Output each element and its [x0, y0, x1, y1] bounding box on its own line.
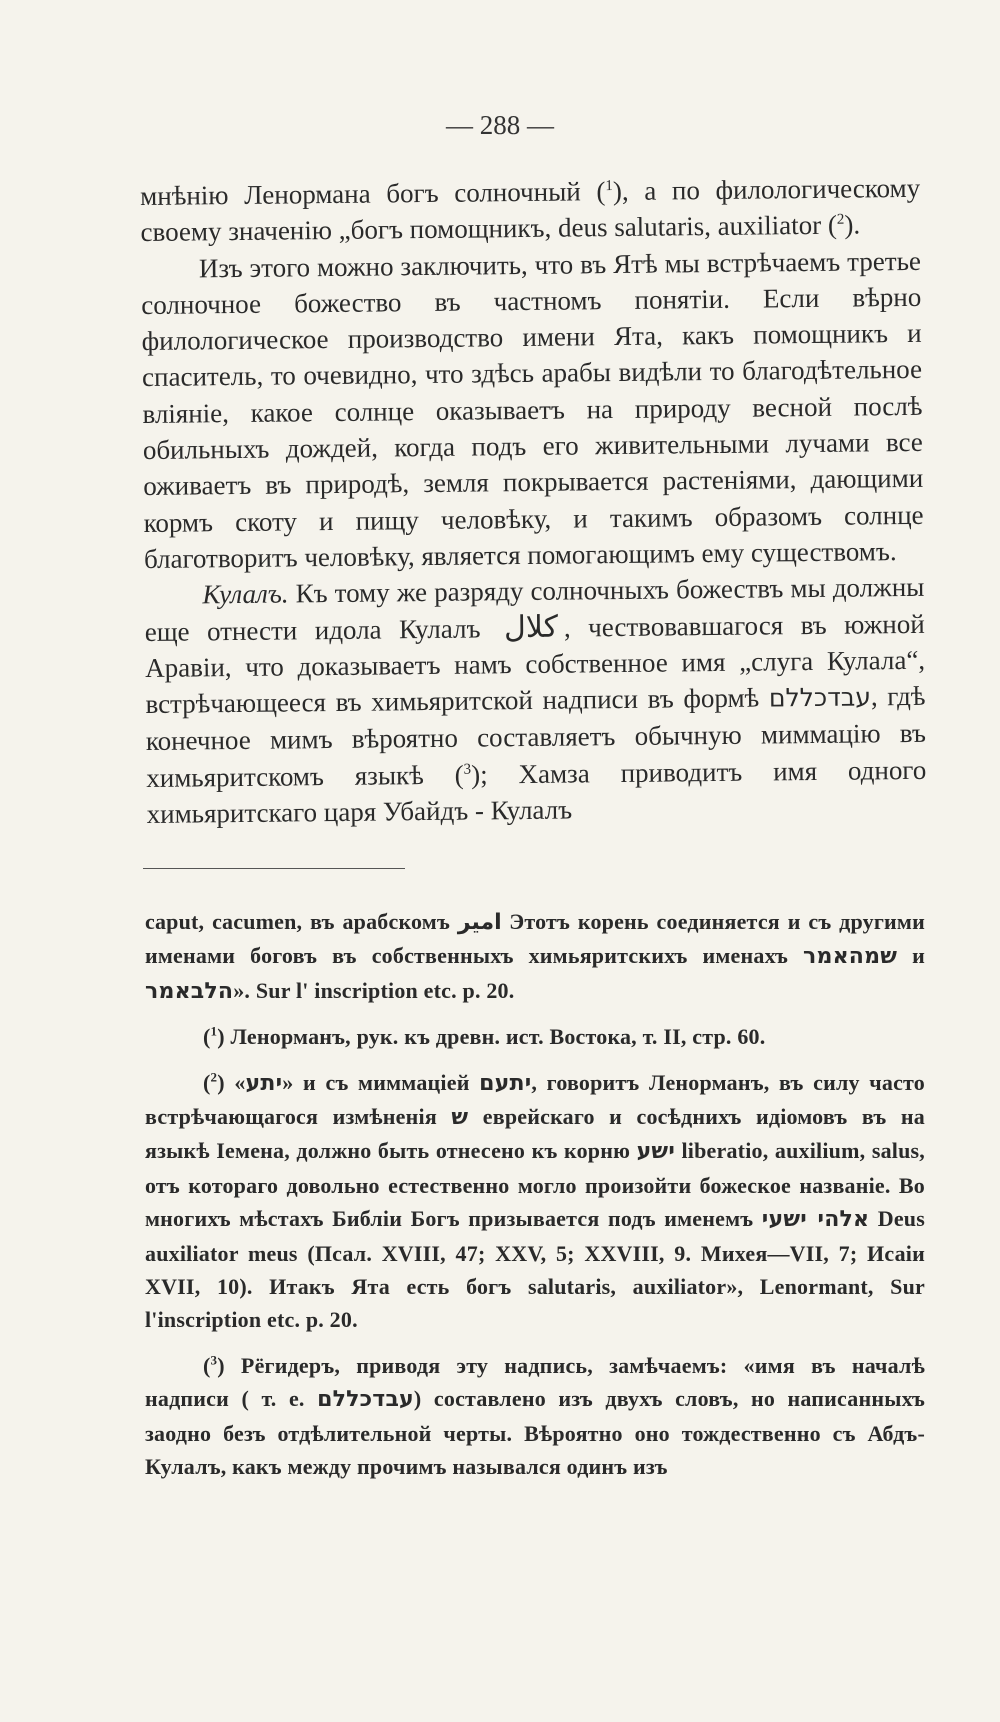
text-run: caput, cacumen, въ арабскомъ	[145, 909, 458, 934]
text-run: и	[897, 943, 925, 969]
page-number: — 288 —	[446, 110, 554, 140]
section-heading-kulal: Кулалъ.	[202, 578, 289, 610]
text-run: Къ тому же разряду солночныхъ божествъ мы должны еще отнести идола Кулалъ	[144, 572, 925, 647]
text-run: liberatio, auxilium, salus, отъ котораго довольно естественно могло произойти божеское названіе. Во многихъ мѣстахъ Библіи Богъ призывается подъ именемъ	[145, 1138, 925, 1232]
main-text	[140, 170, 927, 832]
footnote-divider	[143, 868, 405, 869]
text-run: , гдѣ конечное мимъ вѣроятно составляетъ обычную миммацію въ химьяритскомъ языкѣ (	[145, 680, 927, 793]
text-run: Deus auxiliator meus (Псал. XVIII, 47; XXV, 5; XXVIII, 9. Михея—VII, 7; Исаіи XVII, 10). Итакъ Ята есть богъ salutaris, auxiliator», Lenormant, Sur l'inscription etc. p. 20.	[145, 1206, 926, 1333]
footnote-ref-2[interactable]: 2	[836, 211, 845, 229]
paragraph-3	[144, 569, 927, 832]
text-run: » и съ миммаціей	[282, 1069, 480, 1095]
text-run: , говоритъ Ленорманъ, въ силу часто встрѣчающагося измѣненія	[145, 1069, 925, 1130]
hebrew-letter: ש	[451, 1105, 469, 1131]
text-run: ) Рёгидеръ, приводя эту надпись, замѣчаемъ: «имя въ началѣ надписи ( т. е.	[145, 1352, 925, 1412]
hebrew-phrase: אלהי ישעי	[761, 1207, 870, 1233]
text-run: Этотъ корень соединяется и съ другими именами боговъ въ собственныхъ химьяритскихъ именахъ	[145, 909, 925, 969]
hebrew-word: הלבאמר	[145, 978, 234, 1004]
footnote-1: ($^1$) Ленорманъ, рук. къ древн. ист. Востока, т. II, стр. 60.	[203, 1023, 766, 1050]
text-run: мнѣнію Ленормана богъ солночный (	[140, 176, 606, 211]
footnote-3: ($^3$) Рёгидеръ, приводя эту надпись, замѣчаемъ: «имя въ началѣ надписи ( т. е. עבדכללם) составлено изъ двухъ словъ, но написанныхъ заодно безъ отдѣлительной черты. Вѣроятно оно тождественно съ Абдъ-Кулалъ, какъ между прочимъ назывался одинъ изъ	[145, 1352, 926, 1480]
footnote-mark: 3	[210, 1352, 218, 1368]
hebrew-word: עבדכללם	[768, 682, 872, 713]
text-run: еврейскаго и сосѣднихъ идіомовъ въ на языкѣ Іемена, должно быть отнесено къ корню	[145, 1104, 925, 1164]
text-run: ), а по филологическому своему значенію „богъ помощникъ, deus salutaris, auxiliator (	[140, 172, 921, 248]
footnote-mark: 1	[210, 1023, 218, 1039]
footnote-mark: 2	[210, 1069, 218, 1085]
hebrew-word: עבדכללם	[317, 1387, 414, 1413]
footnote-ref-1[interactable]: 1	[605, 178, 613, 195]
text-run: ); Хамза приводитъ имя одного химьяритскаго царя Убайдъ - Кулалъ	[146, 754, 927, 830]
footnotes	[145, 905, 925, 1496]
footnote-continuation	[145, 905, 925, 1008]
hebrew-word: יתע	[245, 1070, 283, 1096]
text-run: ) «	[217, 1069, 246, 1095]
hebrew-word: ישע	[636, 1139, 675, 1165]
arabic-word: امير	[457, 910, 502, 935]
text-run: , чествовавшагося въ южной Аравіи, что доказываетъ намъ собственное имя „слуга Кулала“, встрѣчающееся въ химьяритской надписи въ формѣ	[144, 608, 926, 720]
hebrew-word: יתעם	[479, 1070, 532, 1096]
arabic-word: كلال	[503, 609, 559, 645]
paragraph-2: Изъ этого можно заключить, что въ Ятѣ мы встрѣчаемъ третье солночное божество въ частномъ понятіи. Если вѣрно филологическое производство имени Ята, какъ помощникъ и спаситель, то очевидно, что здѣсь арабы видѣли то благодѣтельное вліяніе, какое солнце оказываетъ на природу весной послѣ обильныхъ дождей, когда подъ его живительными лучами все оживаетъ въ природѣ, земля покрывается растеніями, дающими кормъ скоту и пищу человѣку, и такимъ образомъ солнце благотворитъ человѣку, является помогающимъ ему существомъ.	[141, 245, 924, 574]
footnote-2: ($^2$) «יתע» и съ миммаціей יתעם, говоритъ Ленорманъ, въ силу часто встрѣчающагося измѣненія ש еврейскаго и сосѣднихъ идіомовъ въ на языкѣ Іемена, должно быть отнесено къ корню ישע liberatio, auxilium, salus, отъ котораго довольно естественно могло произойти божеское названіе. Во многихъ мѣстахъ Библіи Богъ призывается подъ именемъ אלהי ישעי Deus auxiliator meus (Псал. XVIII, 47; XXV, 5; XXVIII, 9. Михея—VII, 7; Исаіи XVII, 10). Итакъ Ята есть богъ salutaris, auxiliator», Lenormant, Sur l'inscription etc. p. 20.	[145, 1069, 926, 1333]
paragraph-1	[140, 170, 921, 251]
text-run: ) составлено изъ двухъ словъ, но написанныхъ заодно безъ отдѣлительной черты. Вѣроятно оно тождественно съ Абдъ-Кулалъ, какъ между прочимъ назывался одинъ изъ	[145, 1386, 926, 1480]
text-run: ) Ленорманъ, рук. къ древн. ист. Востока, т. II, стр. 60.	[217, 1024, 766, 1050]
text-run: ». Sur l' inscription etc. p. 20.	[233, 977, 515, 1003]
footnote-ref-3[interactable]: 3	[463, 761, 472, 778]
text-run: ).	[844, 209, 861, 240]
hebrew-word: שמהאמר	[803, 944, 898, 970]
